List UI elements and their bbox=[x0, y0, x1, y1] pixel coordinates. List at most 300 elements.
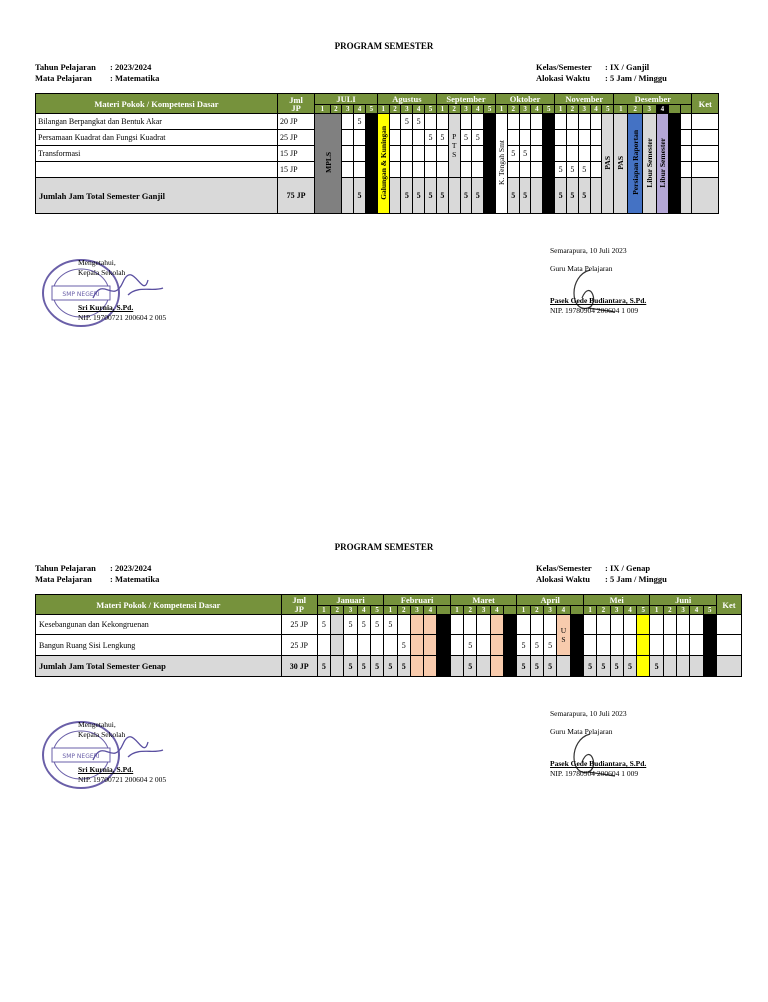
calendar-marker-label: MPLS bbox=[323, 152, 333, 173]
week-cell bbox=[437, 615, 450, 635]
week-cell bbox=[583, 615, 596, 635]
week-cell bbox=[424, 615, 437, 635]
week-cell bbox=[517, 615, 530, 635]
week-cell: 5 bbox=[507, 146, 519, 162]
week-header: 4 bbox=[490, 606, 503, 615]
kelas-value: : IX / Genap bbox=[605, 563, 651, 573]
calendar-marker bbox=[602, 114, 614, 214]
table-row bbox=[36, 114, 719, 130]
week-cell bbox=[680, 130, 692, 146]
ket-cell bbox=[692, 146, 719, 162]
week-cell bbox=[690, 656, 703, 677]
month-header-juni: Juni bbox=[650, 595, 717, 606]
topic-cell: Bangun Ruang Sisi Lengkung bbox=[36, 635, 282, 656]
week-cell: 5 bbox=[436, 130, 448, 146]
week-cell bbox=[703, 656, 716, 677]
semester1-meta-right bbox=[536, 62, 667, 84]
week-cell bbox=[490, 635, 503, 656]
week-cell: 5 bbox=[566, 162, 578, 178]
mapel-label: Mata Pelajaran bbox=[35, 73, 92, 83]
week-cell: 5 bbox=[517, 635, 530, 656]
week-cell bbox=[570, 635, 583, 656]
week-header: 2 bbox=[331, 606, 344, 615]
week-cell bbox=[317, 635, 330, 656]
month-header-maret: Maret bbox=[450, 595, 517, 606]
mapel-value: : Matematika bbox=[110, 574, 160, 584]
week-cell: 5 bbox=[413, 114, 425, 130]
week-cell: 5 bbox=[650, 656, 663, 677]
week-cell bbox=[389, 178, 401, 214]
week-header: 4 bbox=[413, 105, 425, 114]
kelas-label: Kelas/Semester bbox=[536, 62, 592, 72]
week-cell bbox=[531, 162, 543, 178]
week-cell bbox=[354, 130, 366, 146]
jml-header bbox=[281, 595, 317, 615]
header-row-months bbox=[36, 94, 719, 105]
week-cell bbox=[690, 615, 703, 635]
week-cell: 5 bbox=[583, 656, 596, 677]
week-cell: 5 bbox=[344, 615, 357, 635]
calendar-marker-label: Galungan & Kuningan bbox=[378, 125, 388, 200]
week-cell: 5 bbox=[413, 178, 425, 214]
week-cell: 5 bbox=[543, 656, 556, 677]
ket-cell bbox=[716, 656, 741, 677]
week-cell bbox=[703, 635, 716, 656]
week-cell bbox=[424, 656, 437, 677]
week-cell bbox=[342, 178, 354, 214]
week-cell bbox=[436, 162, 448, 178]
week-cell: 5 bbox=[519, 178, 531, 214]
month-header-januari: Januari bbox=[317, 595, 384, 606]
week-cell: 5 bbox=[472, 178, 484, 214]
week-header: 2 bbox=[330, 105, 342, 114]
week-cell bbox=[680, 162, 692, 178]
ket-header: Ket bbox=[692, 94, 719, 114]
svg-text:SMP NEGERI: SMP NEGERI bbox=[62, 753, 100, 760]
week-cell bbox=[389, 114, 401, 130]
mapel-label: Mata Pelajaran bbox=[35, 574, 92, 584]
week-header: 1 bbox=[317, 606, 330, 615]
week-cell bbox=[401, 130, 413, 146]
week-header: 1 bbox=[583, 606, 596, 615]
calendar-marker bbox=[543, 114, 555, 214]
week-cell bbox=[413, 162, 425, 178]
week-cell bbox=[623, 635, 636, 656]
ket-header: Ket bbox=[716, 595, 741, 615]
week-cell: 5 bbox=[464, 656, 477, 677]
materi-header: Materi Pokok / Kompetensi Dasar bbox=[36, 94, 278, 114]
week-cell: 5 bbox=[397, 635, 410, 656]
semester1-title: PROGRAM SEMESTER bbox=[334, 41, 434, 51]
week-cell: 5 bbox=[460, 130, 472, 146]
ket-cell bbox=[716, 615, 741, 635]
week-header: 2 bbox=[663, 606, 676, 615]
week-cell: 5 bbox=[436, 178, 448, 214]
week-header: 4 bbox=[590, 105, 602, 114]
jp-cell: 75 JP bbox=[277, 178, 314, 214]
week-cell bbox=[477, 656, 490, 677]
week-cell bbox=[507, 114, 519, 130]
guru-name: Pasek Gede Budiantara, S.Pd. bbox=[550, 296, 647, 305]
week-cell bbox=[437, 656, 450, 677]
week-cell bbox=[460, 146, 472, 162]
week-cell bbox=[555, 146, 567, 162]
guru-name: Pasek Gede Budiantara, S.Pd. bbox=[550, 759, 647, 768]
kepsek-nip: NIP. 19700721 200604 2 005 bbox=[78, 775, 167, 784]
week-cell bbox=[370, 635, 383, 656]
week-header: 4 bbox=[424, 606, 437, 615]
week-cell bbox=[578, 114, 590, 130]
week-cell: 5 bbox=[384, 656, 397, 677]
week-cell: 5 bbox=[354, 178, 366, 214]
week-cell: 5 bbox=[472, 130, 484, 146]
week-header: 1 bbox=[650, 606, 663, 615]
jml-header bbox=[277, 94, 314, 114]
mapel-value: : Matematika bbox=[110, 73, 160, 83]
week-cell bbox=[410, 656, 423, 677]
week-cell bbox=[531, 178, 543, 214]
week-cell bbox=[610, 635, 623, 656]
week-cell bbox=[543, 615, 556, 635]
week-cell bbox=[677, 615, 690, 635]
week-cell bbox=[477, 635, 490, 656]
week-header: 3 bbox=[677, 606, 690, 615]
week-cell bbox=[690, 635, 703, 656]
week-cell bbox=[413, 146, 425, 162]
place-date: Semarapura, 10 Juli 2023 bbox=[550, 246, 627, 255]
week-cell bbox=[663, 635, 676, 656]
week-cell: 5 bbox=[507, 178, 519, 214]
week-cell bbox=[331, 615, 344, 635]
guru-nip: NIP. 19780904 200604 1 009 bbox=[550, 769, 639, 778]
week-cell bbox=[650, 615, 663, 635]
week-header: 3 bbox=[543, 606, 556, 615]
week-header: 5 bbox=[425, 105, 437, 114]
week-header: 5 bbox=[370, 606, 383, 615]
pts-letter: P bbox=[452, 132, 457, 141]
calendar-marker bbox=[642, 114, 656, 214]
week-cell bbox=[437, 635, 450, 656]
kepsek-block-2 bbox=[78, 720, 166, 785]
week-header: 5 bbox=[484, 105, 496, 114]
calendar-marker bbox=[496, 114, 508, 214]
week-cell: 5 bbox=[401, 178, 413, 214]
month-header-november: November bbox=[555, 94, 614, 105]
week-cell bbox=[590, 114, 602, 130]
week-cell bbox=[331, 656, 344, 677]
week-header: 1 bbox=[377, 105, 389, 114]
ket-cell bbox=[692, 162, 719, 178]
week-cell: 5 bbox=[357, 615, 370, 635]
month-header-september: September bbox=[436, 94, 495, 105]
week-cell bbox=[507, 130, 519, 146]
week-cell bbox=[504, 615, 517, 635]
week-cell bbox=[677, 635, 690, 656]
header-row-months bbox=[36, 595, 742, 606]
week-cell bbox=[472, 146, 484, 162]
month-header-februari: Februari bbox=[384, 595, 451, 606]
week-cell bbox=[566, 146, 578, 162]
week-cell bbox=[590, 162, 602, 178]
week-cell bbox=[555, 130, 567, 146]
week-cell bbox=[610, 615, 623, 635]
topic-cell: Bilangan Berpangkat dan Bentuk Akar bbox=[36, 114, 278, 130]
week-header: 4 bbox=[623, 606, 636, 615]
week-header: 4 bbox=[690, 606, 703, 615]
week-cell: 5 bbox=[530, 635, 543, 656]
ket-cell bbox=[692, 178, 719, 214]
week-header: 2 bbox=[597, 606, 610, 615]
week-cell bbox=[578, 146, 590, 162]
week-cell bbox=[410, 615, 423, 635]
semester2-table bbox=[35, 594, 742, 677]
week-header: 4 bbox=[531, 105, 543, 114]
week-cell bbox=[680, 178, 692, 214]
week-cell bbox=[464, 615, 477, 635]
calendar-marker bbox=[484, 114, 496, 214]
week-cell bbox=[578, 130, 590, 146]
week-cell: 5 bbox=[317, 656, 330, 677]
alokasi-value: : 5 Jam / Minggu bbox=[605, 73, 667, 83]
week-cell: 5 bbox=[566, 178, 578, 214]
week-header: 3 bbox=[642, 105, 656, 114]
week-header: 2 bbox=[566, 105, 578, 114]
week-cell: 5 bbox=[401, 114, 413, 130]
week-cell bbox=[566, 114, 578, 130]
calendar-marker bbox=[628, 114, 642, 214]
week-cell bbox=[490, 656, 503, 677]
week-cell bbox=[354, 146, 366, 162]
week-cell bbox=[663, 656, 676, 677]
kepsek-block-1 bbox=[78, 258, 166, 323]
week-cell: 5 bbox=[623, 656, 636, 677]
tahun-label: Tahun Pelajaran bbox=[35, 563, 96, 573]
week-header: 5 bbox=[543, 105, 555, 114]
week-cell bbox=[397, 615, 410, 635]
week-cell bbox=[342, 146, 354, 162]
week-header: 3 bbox=[342, 105, 354, 114]
alokasi-label: Alokasi Waktu bbox=[536, 73, 590, 83]
week-cell bbox=[590, 146, 602, 162]
week-cell: 5 bbox=[555, 162, 567, 178]
month-header-april: April bbox=[517, 595, 584, 606]
week-cell bbox=[460, 114, 472, 130]
week-header bbox=[668, 105, 680, 114]
week-cell: 5 bbox=[555, 178, 567, 214]
calendar-marker bbox=[448, 114, 460, 178]
week-cell: 5 bbox=[530, 656, 543, 677]
week-header bbox=[570, 606, 583, 615]
week-cell: 5 bbox=[578, 178, 590, 214]
pts-label bbox=[449, 132, 460, 159]
week-header: 1 bbox=[384, 606, 397, 615]
week-header: 3 bbox=[610, 606, 623, 615]
week-header: 2 bbox=[530, 606, 543, 615]
week-header: 2 bbox=[628, 105, 642, 114]
calendar-marker bbox=[656, 114, 668, 214]
week-header: 1 bbox=[555, 105, 567, 114]
calendar-marker-label: Libur Semester bbox=[644, 137, 654, 188]
alokasi-label: Alokasi Waktu bbox=[536, 574, 590, 584]
kelas-value: : IX / Ganjil bbox=[605, 62, 650, 72]
week-header: 4 bbox=[354, 105, 366, 114]
kepsek-role: Kepala Sekolah bbox=[78, 730, 126, 739]
calendar-marker-label: PAS bbox=[603, 155, 613, 170]
week-cell bbox=[472, 114, 484, 130]
month-header-mei: Mei bbox=[583, 595, 650, 606]
week-header: 2 bbox=[464, 606, 477, 615]
week-cell: 5 bbox=[370, 656, 383, 677]
week-cell bbox=[384, 635, 397, 656]
pts-letter: T bbox=[451, 141, 457, 150]
materi-header: Materi Pokok / Kompetensi Dasar bbox=[36, 595, 282, 615]
guru-nip: NIP. 19780904 200604 1 009 bbox=[550, 306, 639, 315]
week-header: 3 bbox=[519, 105, 531, 114]
week-cell bbox=[677, 656, 690, 677]
jp-cell: 15 JP bbox=[277, 146, 314, 162]
month-header-oktober: Oktober bbox=[496, 94, 555, 105]
week-cell bbox=[357, 635, 370, 656]
week-cell bbox=[477, 615, 490, 635]
semester2-meta-right bbox=[536, 563, 667, 585]
week-cell bbox=[342, 114, 354, 130]
week-cell bbox=[680, 146, 692, 162]
week-header: 3 bbox=[578, 105, 590, 114]
jp-cell: 25 JP bbox=[281, 615, 317, 635]
week-cell bbox=[519, 114, 531, 130]
week-cell bbox=[637, 615, 650, 635]
week-cell bbox=[566, 130, 578, 146]
calendar-marker-label: PAS bbox=[616, 155, 626, 170]
week-cell bbox=[583, 635, 596, 656]
week-cell bbox=[344, 635, 357, 656]
month-header-desember: Desember bbox=[614, 94, 692, 105]
week-cell bbox=[531, 130, 543, 146]
week-cell bbox=[703, 615, 716, 635]
calendar-marker bbox=[365, 114, 377, 214]
week-cell bbox=[436, 146, 448, 162]
calendar-marker-label: K. Tengah Smt bbox=[496, 140, 506, 185]
week-cell bbox=[401, 162, 413, 178]
month-header-juli: JULI bbox=[315, 94, 378, 105]
calendar-marker bbox=[315, 114, 342, 214]
week-cell bbox=[680, 114, 692, 130]
week-cell: 5 bbox=[370, 615, 383, 635]
week-cell: 5 bbox=[317, 615, 330, 635]
calendar-marker bbox=[668, 114, 680, 214]
week-cell bbox=[413, 130, 425, 146]
tahun-label: Tahun Pelajaran bbox=[35, 62, 96, 72]
jp-cell: 25 JP bbox=[277, 130, 314, 146]
jml-label: Jml bbox=[292, 594, 307, 605]
topic-cell: Persamaan Kuadrat dan Fungsi Kuadrat bbox=[36, 130, 278, 146]
week-header: 2 bbox=[507, 105, 519, 114]
topic-cell: Transformasi bbox=[36, 146, 278, 162]
pts-letter: S bbox=[452, 150, 457, 159]
week-cell bbox=[531, 146, 543, 162]
week-header: 1 bbox=[315, 105, 330, 114]
semester1-table bbox=[35, 93, 719, 214]
week-cell bbox=[425, 146, 437, 162]
guru-block-2 bbox=[550, 709, 646, 779]
week-header: 1 bbox=[496, 105, 508, 114]
week-header: 4 bbox=[472, 105, 484, 114]
week-header: 1 bbox=[614, 105, 628, 114]
week-cell bbox=[597, 635, 610, 656]
week-cell bbox=[663, 615, 676, 635]
ket-cell bbox=[692, 130, 719, 146]
total-row bbox=[36, 656, 742, 677]
week-cell bbox=[557, 656, 570, 677]
table-row bbox=[36, 615, 742, 635]
topic-cell bbox=[36, 162, 278, 178]
semester2-meta-left bbox=[35, 563, 159, 585]
jp-cell: 25 JP bbox=[281, 635, 317, 656]
week-cell: 5 bbox=[543, 635, 556, 656]
week-header: 3 bbox=[344, 606, 357, 615]
week-cell bbox=[450, 656, 463, 677]
month-header-agustus: Agustus bbox=[377, 94, 436, 105]
svg-text:SMP NEGERI: SMP NEGERI bbox=[62, 291, 100, 298]
week-cell bbox=[389, 146, 401, 162]
week-cell bbox=[650, 635, 663, 656]
week-cell bbox=[410, 635, 423, 656]
week-header: 2 bbox=[448, 105, 460, 114]
week-cell: 5 bbox=[517, 656, 530, 677]
week-cell: 5 bbox=[344, 656, 357, 677]
guru-role: Guru Mata Pelajaran bbox=[550, 727, 613, 736]
week-cell bbox=[354, 162, 366, 178]
calendar-marker bbox=[557, 615, 570, 656]
week-cell bbox=[590, 130, 602, 146]
week-cell bbox=[519, 130, 531, 146]
week-cell bbox=[450, 615, 463, 635]
week-cell: 5 bbox=[519, 146, 531, 162]
week-cell bbox=[424, 635, 437, 656]
week-cell: 5 bbox=[425, 130, 437, 146]
tahun-value: : 2023/2024 bbox=[110, 563, 152, 573]
calendar-marker bbox=[377, 114, 389, 214]
week-cell bbox=[460, 162, 472, 178]
us-letter: S bbox=[561, 635, 566, 644]
calendar-marker-label: Libur Semester bbox=[657, 137, 667, 188]
week-cell bbox=[450, 635, 463, 656]
week-header: 2 bbox=[397, 606, 410, 615]
jp-label: JP bbox=[291, 102, 301, 113]
week-cell: 5 bbox=[578, 162, 590, 178]
week-cell bbox=[597, 615, 610, 635]
week-cell bbox=[425, 114, 437, 130]
guru-block-1 bbox=[550, 246, 646, 316]
week-cell bbox=[472, 162, 484, 178]
week-cell: 5 bbox=[397, 656, 410, 677]
week-cell: 5 bbox=[597, 656, 610, 677]
week-header: 5 bbox=[637, 606, 650, 615]
week-cell bbox=[519, 162, 531, 178]
week-cell bbox=[425, 162, 437, 178]
week-cell bbox=[623, 615, 636, 635]
week-header bbox=[504, 606, 517, 615]
kepsek-nip: NIP. 19700721 200604 2 005 bbox=[78, 313, 167, 322]
ket-cell bbox=[692, 114, 719, 130]
week-cell bbox=[436, 114, 448, 130]
semester2-title: PROGRAM SEMESTER bbox=[334, 542, 434, 552]
week-cell bbox=[570, 656, 583, 677]
total-label: Jumlah Jam Total Semester Ganjil bbox=[36, 178, 278, 214]
kepsek-name: Sri Kurnia, S.Pd. bbox=[78, 765, 134, 774]
week-cell bbox=[401, 146, 413, 162]
calendar-marker bbox=[614, 114, 628, 214]
